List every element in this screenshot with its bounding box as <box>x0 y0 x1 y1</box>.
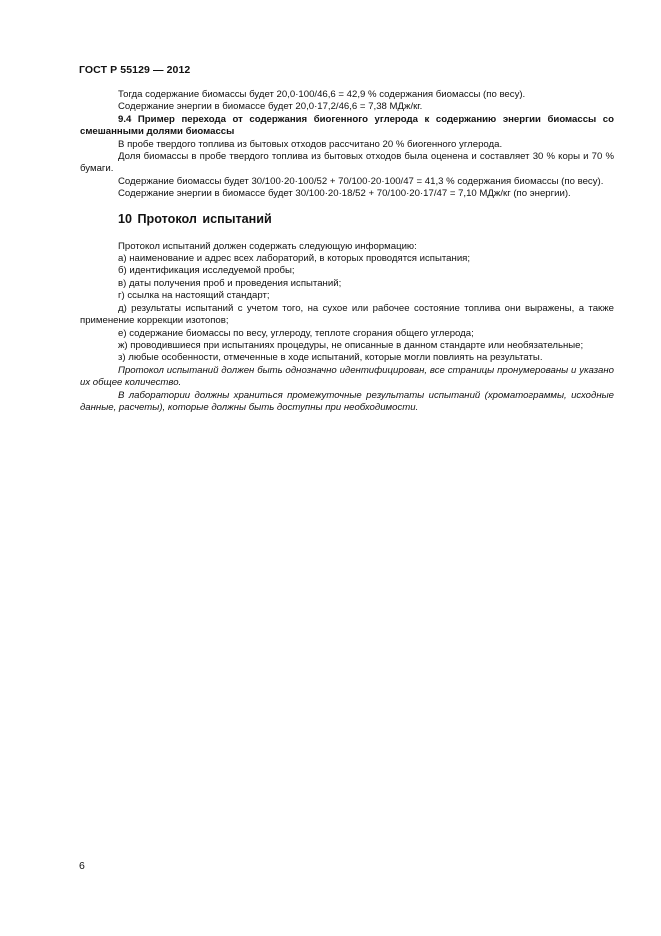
paragraph-energy-content: Содержание энергии в биомассе будет 20,0·17,2/46,6 = 7,38 МДж/кг. <box>118 101 423 113</box>
section-heading-10: 10 Протокол испытаний <box>118 211 272 226</box>
paragraph-energy-mixed: Содержание энергии в биомассе будет 30/100·20·18/52 + 70/100·20·17/47 = 7,10 МДж/кг (по энергии). <box>118 188 571 200</box>
list-item: а) наименование и адрес всех лабораторий, в которых проводятся испытания; <box>118 253 471 265</box>
list-item: д) результаты испытаний с учетом того, на сухое или рабочее состояние топлива они выражены, а также применение коррекции изотопов; <box>80 302 614 327</box>
page-number: 6 <box>79 860 85 872</box>
paragraph-biomass-share: Доля биомассы в пробе твердого топлива из бытовых отходов была оценена и составляет 30 % коры и 70 % бумаги. <box>80 151 614 175</box>
paragraph-biomass-content: Тогда содержание биомассы будет 20,0·100/46,6 = 42,9 % содержания биомассы (по весу). <box>118 89 526 100</box>
page-content <box>80 89 614 414</box>
subsection-heading-9-4: 9.4 Пример перехода от содержания биогенного углерода к содержанию энергии биомассы со смешанными долями биомассы <box>80 113 614 138</box>
paragraph-biomass-mixed: Содержание биомассы будет 30/100·20·100/52 + 70/100·20·100/47 = 41,3 % содержания биомассы (по весу). <box>118 175 604 187</box>
document-header: ГОСТ Р 55129 — 2012 <box>79 64 191 76</box>
report-intro: Протокол испытаний должен содержать следующую информацию: <box>118 240 417 252</box>
spacer <box>80 227 614 241</box>
list-item: б) идентификация исследуемой пробы; <box>118 265 295 277</box>
list-item: в) даты получения проб и проведения испытаний; <box>118 277 342 289</box>
list-item: з) любые особенности, отмеченные в ходе испытаний, которые могли повлиять на результаты. <box>118 352 543 364</box>
paragraph-biogenic-carbon: В пробе твердого топлива из бытовых отходов рассчитано 20 % биогенного углерода. <box>118 138 503 150</box>
italic-paragraph-storage: В лаборатории должны храниться промежуточные результаты испытаний (хроматограммы, исходные данные, расчеты), которые должны быть доступны при необходимости. <box>80 389 614 413</box>
italic-paragraph-identification: Протокол испытаний должен быть однозначно идентифицирован, все страницы пронумерованы и указано их общее количество. <box>80 364 614 389</box>
list-item: ж) проводившиеся при испытаниях процедуры, не описанные в данном стандарте или необязательные; <box>118 339 584 351</box>
list-item: г) ссылка на настоящий стандарт; <box>118 290 270 302</box>
list-item: е) содержание биомассы по весу, углероду, теплоте сгорания общего углерода; <box>118 327 474 339</box>
